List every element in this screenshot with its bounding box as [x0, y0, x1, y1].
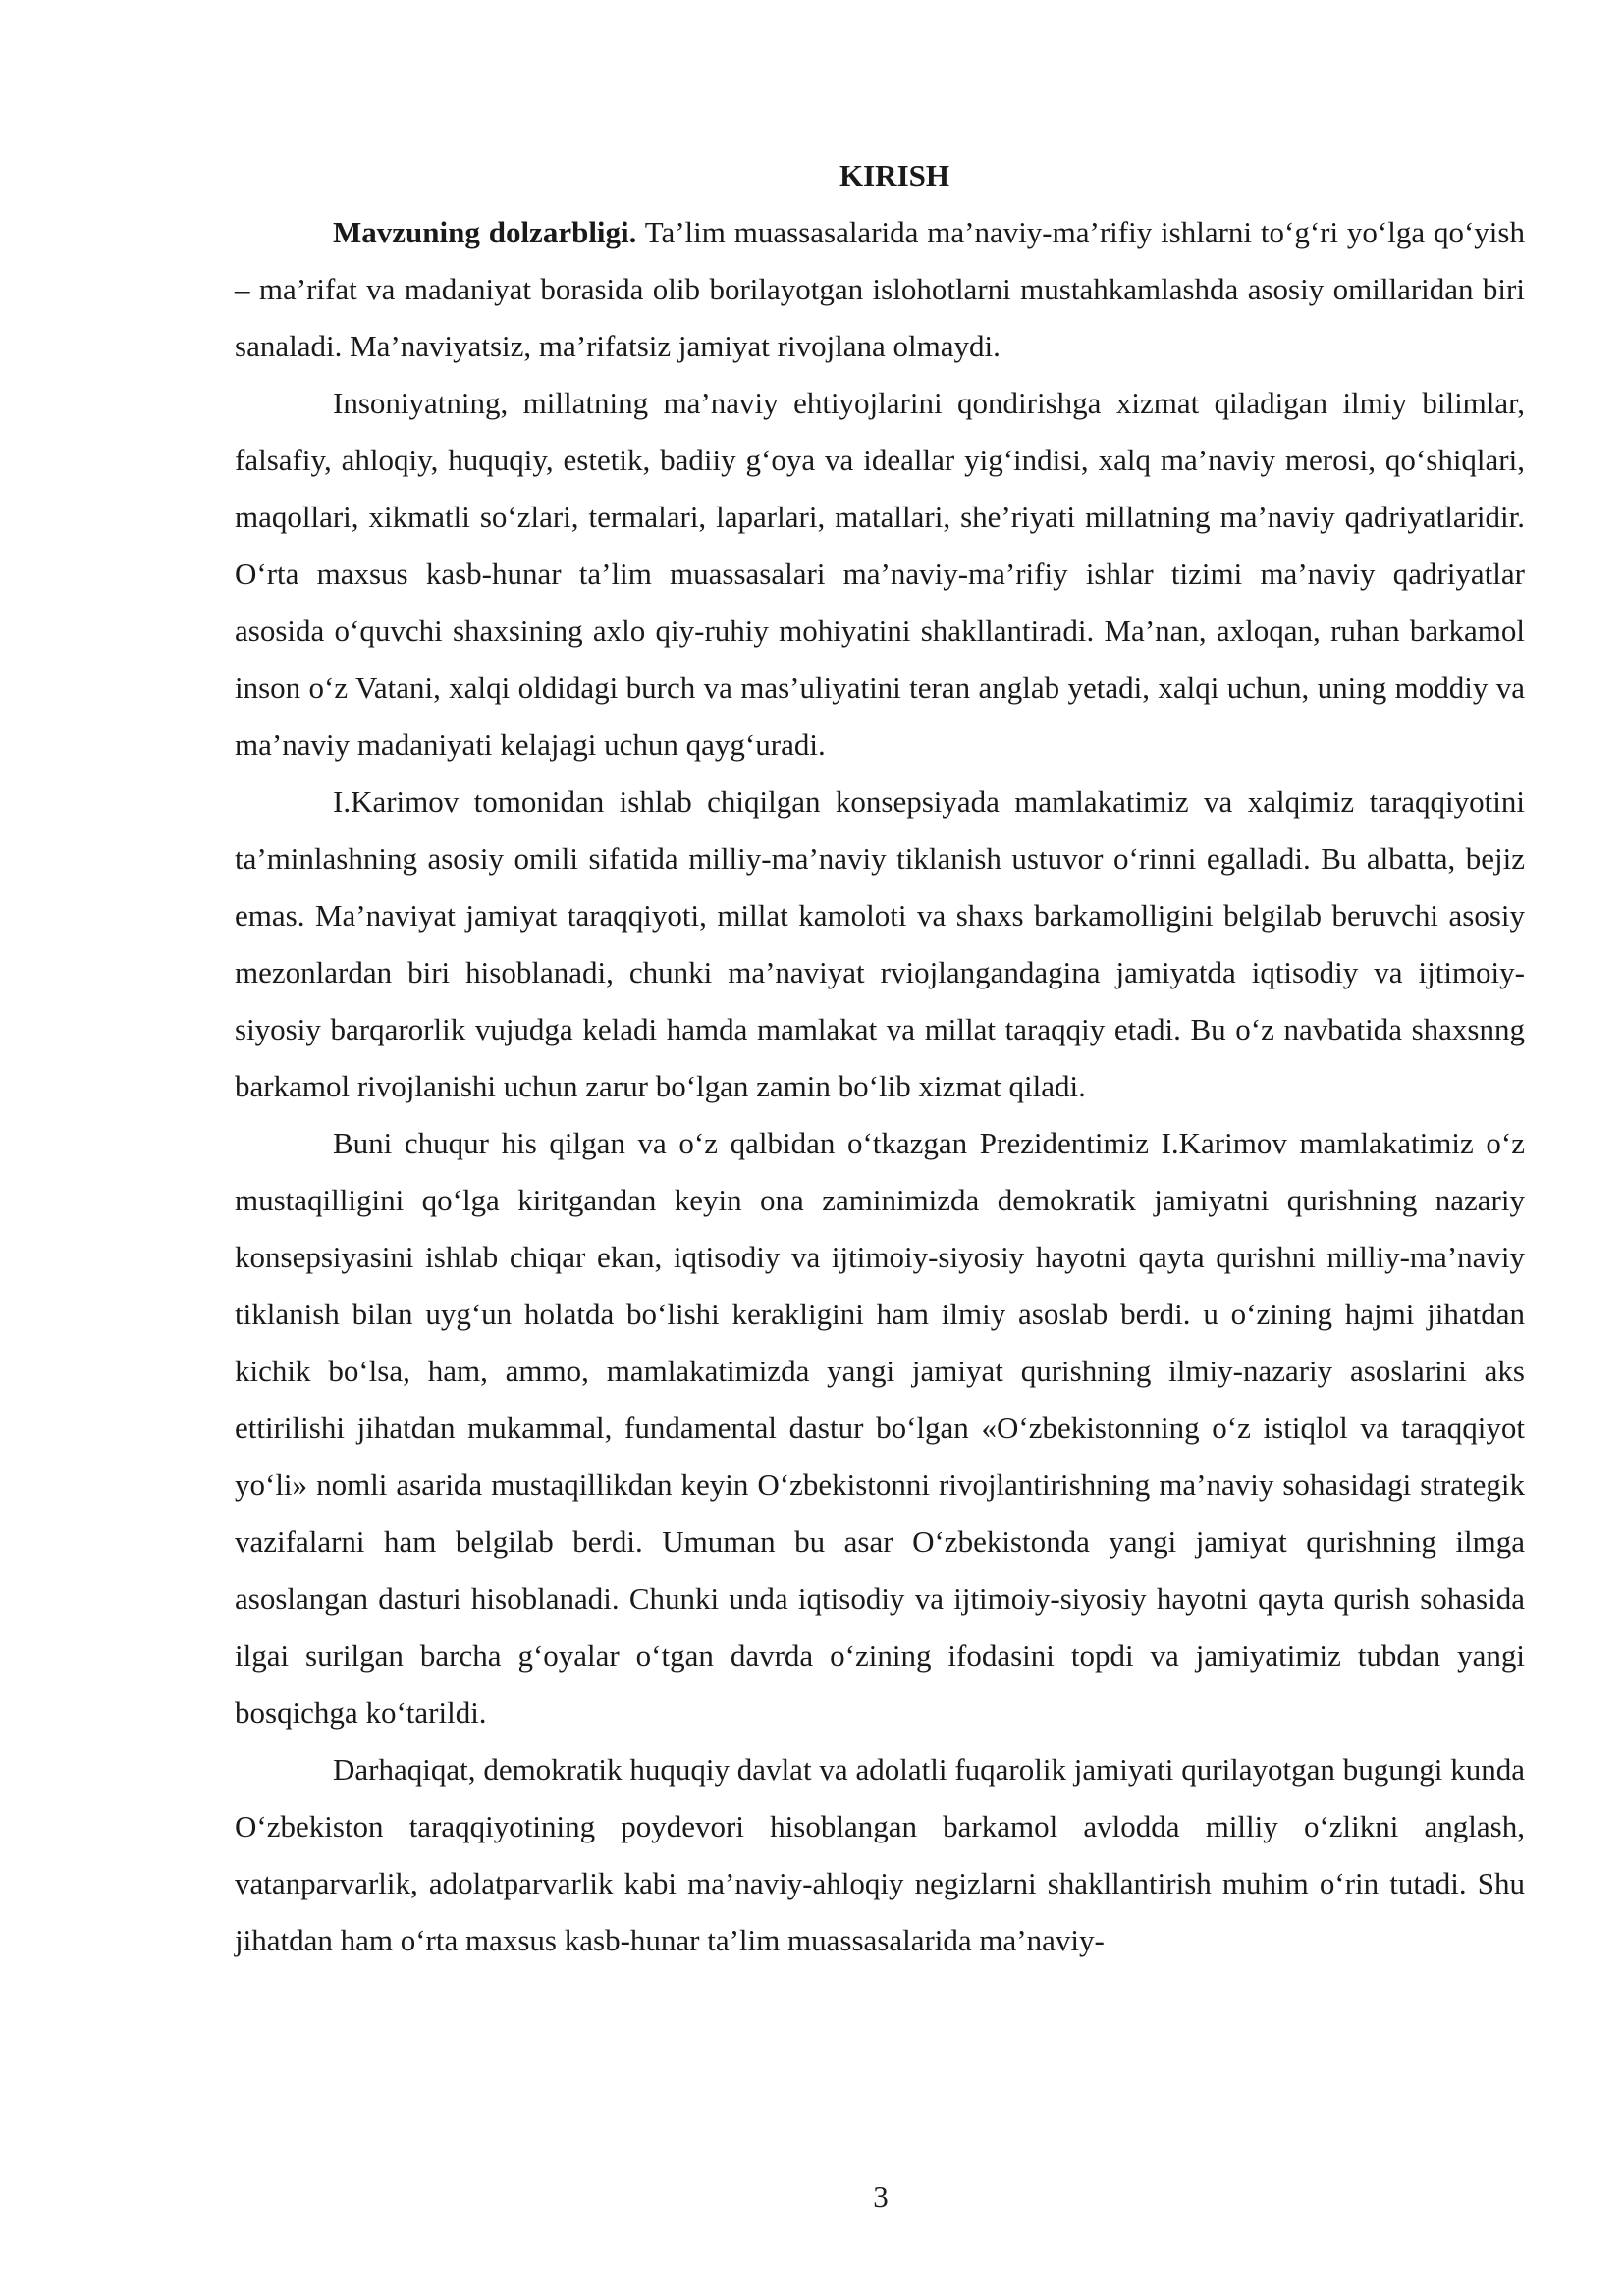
section-title: KIRISH — [839, 158, 949, 192]
document-page — [235, 147, 1525, 1969]
paragraph-concept — [235, 774, 1525, 1115]
paragraph-text: I.Karimov tomonidan ishlab chiqilgan konsepsiyada mamlakatimiz va xalqimiz taraqqiyotini ta’minlashning asosiy omili sifatida milliy-ma’naviy tiklanish ustuvor o‘rinni egalladi. Bu albatta, bejiz emas. Ma’naviyat jamiyat taraqqiyoti, millat kamoloti va shaxs barkamolligini belgilab beruvchi asosiy mezonlardan biri hisoblanadi, chunki ma’naviyat rviojlangandagina jamiyatda iqtisodiy va ijtimoiy-siyosiy barqarorlik vujudga keladi hamda mamlakat va millat taraqqiy etadi. Bu o‘z navbatida shaxsnng barkamol rivojlanishi uchun zarur bo‘lgan zamin bo‘lib xizmat qiladi. — [235, 784, 1525, 1103]
paragraph-values — [235, 375, 1525, 774]
paragraph-democracy — [235, 1741, 1525, 1969]
page-number: 3 — [873, 2179, 889, 2214]
paragraph-relevance — [235, 204, 1525, 375]
paragraph-text: Buni chuqur his qilgan va o‘z qalbidan o‘tkazgan Prezidentimiz I.Karimov mamlakatimiz o‘z mustaqilligini qo‘lga kiritgandan keyin ona zaminimizda demokratik jamiyatni qurishning nazariy konsepsiyasini ishlab chiqar ekan, iqtisodiy va ijtimoiy-siyosiy hayotni qayta qurishni milliy-ma’naviy tiklanish bilan uyg‘un holatda bo‘lishi kerakligini ham ilmiy asoslab berdi. u o‘zining hajmi jihatdan kichik bo‘lsa, ham, ammo, mamlakatimizda yangi jamiyat qurishning ilmiy-nazariy asoslarini aks ettirilishi jihatdan mukammal, fundamental dastur bo‘lgan «O‘zbekistonning o‘z istiqlol va taraqqiyot yo‘li» nomli asarida mustaqillikdan keyin O‘zbekistonni rivojlantirishning ma’naviy sohasidagi strategik vazifalarni ham belgilab berdi. Umuman bu asar O‘zbekistonda yangi jamiyat qurishning ilmga asoslangan dasturi hisoblanadi. Chunki unda iqtisodiy va ijtimoiy-siyosiy hayotni qayta qurish sohasida ilgai surilgan barcha g‘oyalar o‘tgan davrda o‘zining ifodasini topdi va jamiyatimiz tubdan yangi bosqichga ko‘tarildi. — [235, 1126, 1525, 1730]
paragraph-president — [235, 1115, 1525, 1741]
paragraph-text: Ta’lim muassasalarida ma’naviy-ma’rifiy ishlarni to‘g‘ri yo‘lga qo‘yish – ma’rifat va madaniyat borasida olib borilayotgan islohotlarni mustahkamlashda asosiy omillaridan biri sanaladi. Ma’naviyatsiz, ma’rifatsiz jamiyat rivojlana olmaydi. — [235, 215, 1525, 363]
paragraph-text: Darhaqiqat, demokratik huquqiy davlat va adolatli fuqarolik jamiyati qurilayotgan bugungi kunda O‘zbekiston taraqqiyotining poydevori hisoblangan barkamol avlodda milliy o‘zlikni anglash, vatanparvarlik, adolatparvarlik kabi ma’naviy-ahloqiy negizlarni shakllantirish muhim o‘rin tutadi. Shu jihatdan ham o‘rta maxsus kasb-hunar ta’lim muassasalarida ma’naviy- — [235, 1752, 1525, 1957]
paragraph-text: Insoniyatning, millatning ma’naviy ehtiyojlarini qondirishga xizmat qiladigan ilmiy bilimlar, falsafiy, ahloqiy, huquqiy, estetik, badiiy g‘oya va ideallar yig‘indisi, xalq ma’naviy merosi, qo‘shiqlari, maqollari, xikmatli so‘zlari, termalari, laparlari, matallari, she’riyati millatning ma’naviy qadriyatlaridir. O‘rta maxsus kasb-hunar ta’lim muassasalari ma’naviy-ma’rifiy ishlar tizimi ma’naviy qadriyatlar asosida o‘quvchi shaxsining axlo qiy-ruhiy mohiyatini shakllantiradi. Ma’nan, axloqan, ruhan barkamol inson o‘z Vatani, xalqi oldidagi burch va mas’uliyatini teran anglab yetadi, xalqi uchun, uning moddiy va ma’naviy madaniyati kelajagi uchun qayg‘uradi. — [235, 386, 1525, 762]
paragraph-lead: Mavzuning dolzarbligi. — [333, 215, 637, 249]
